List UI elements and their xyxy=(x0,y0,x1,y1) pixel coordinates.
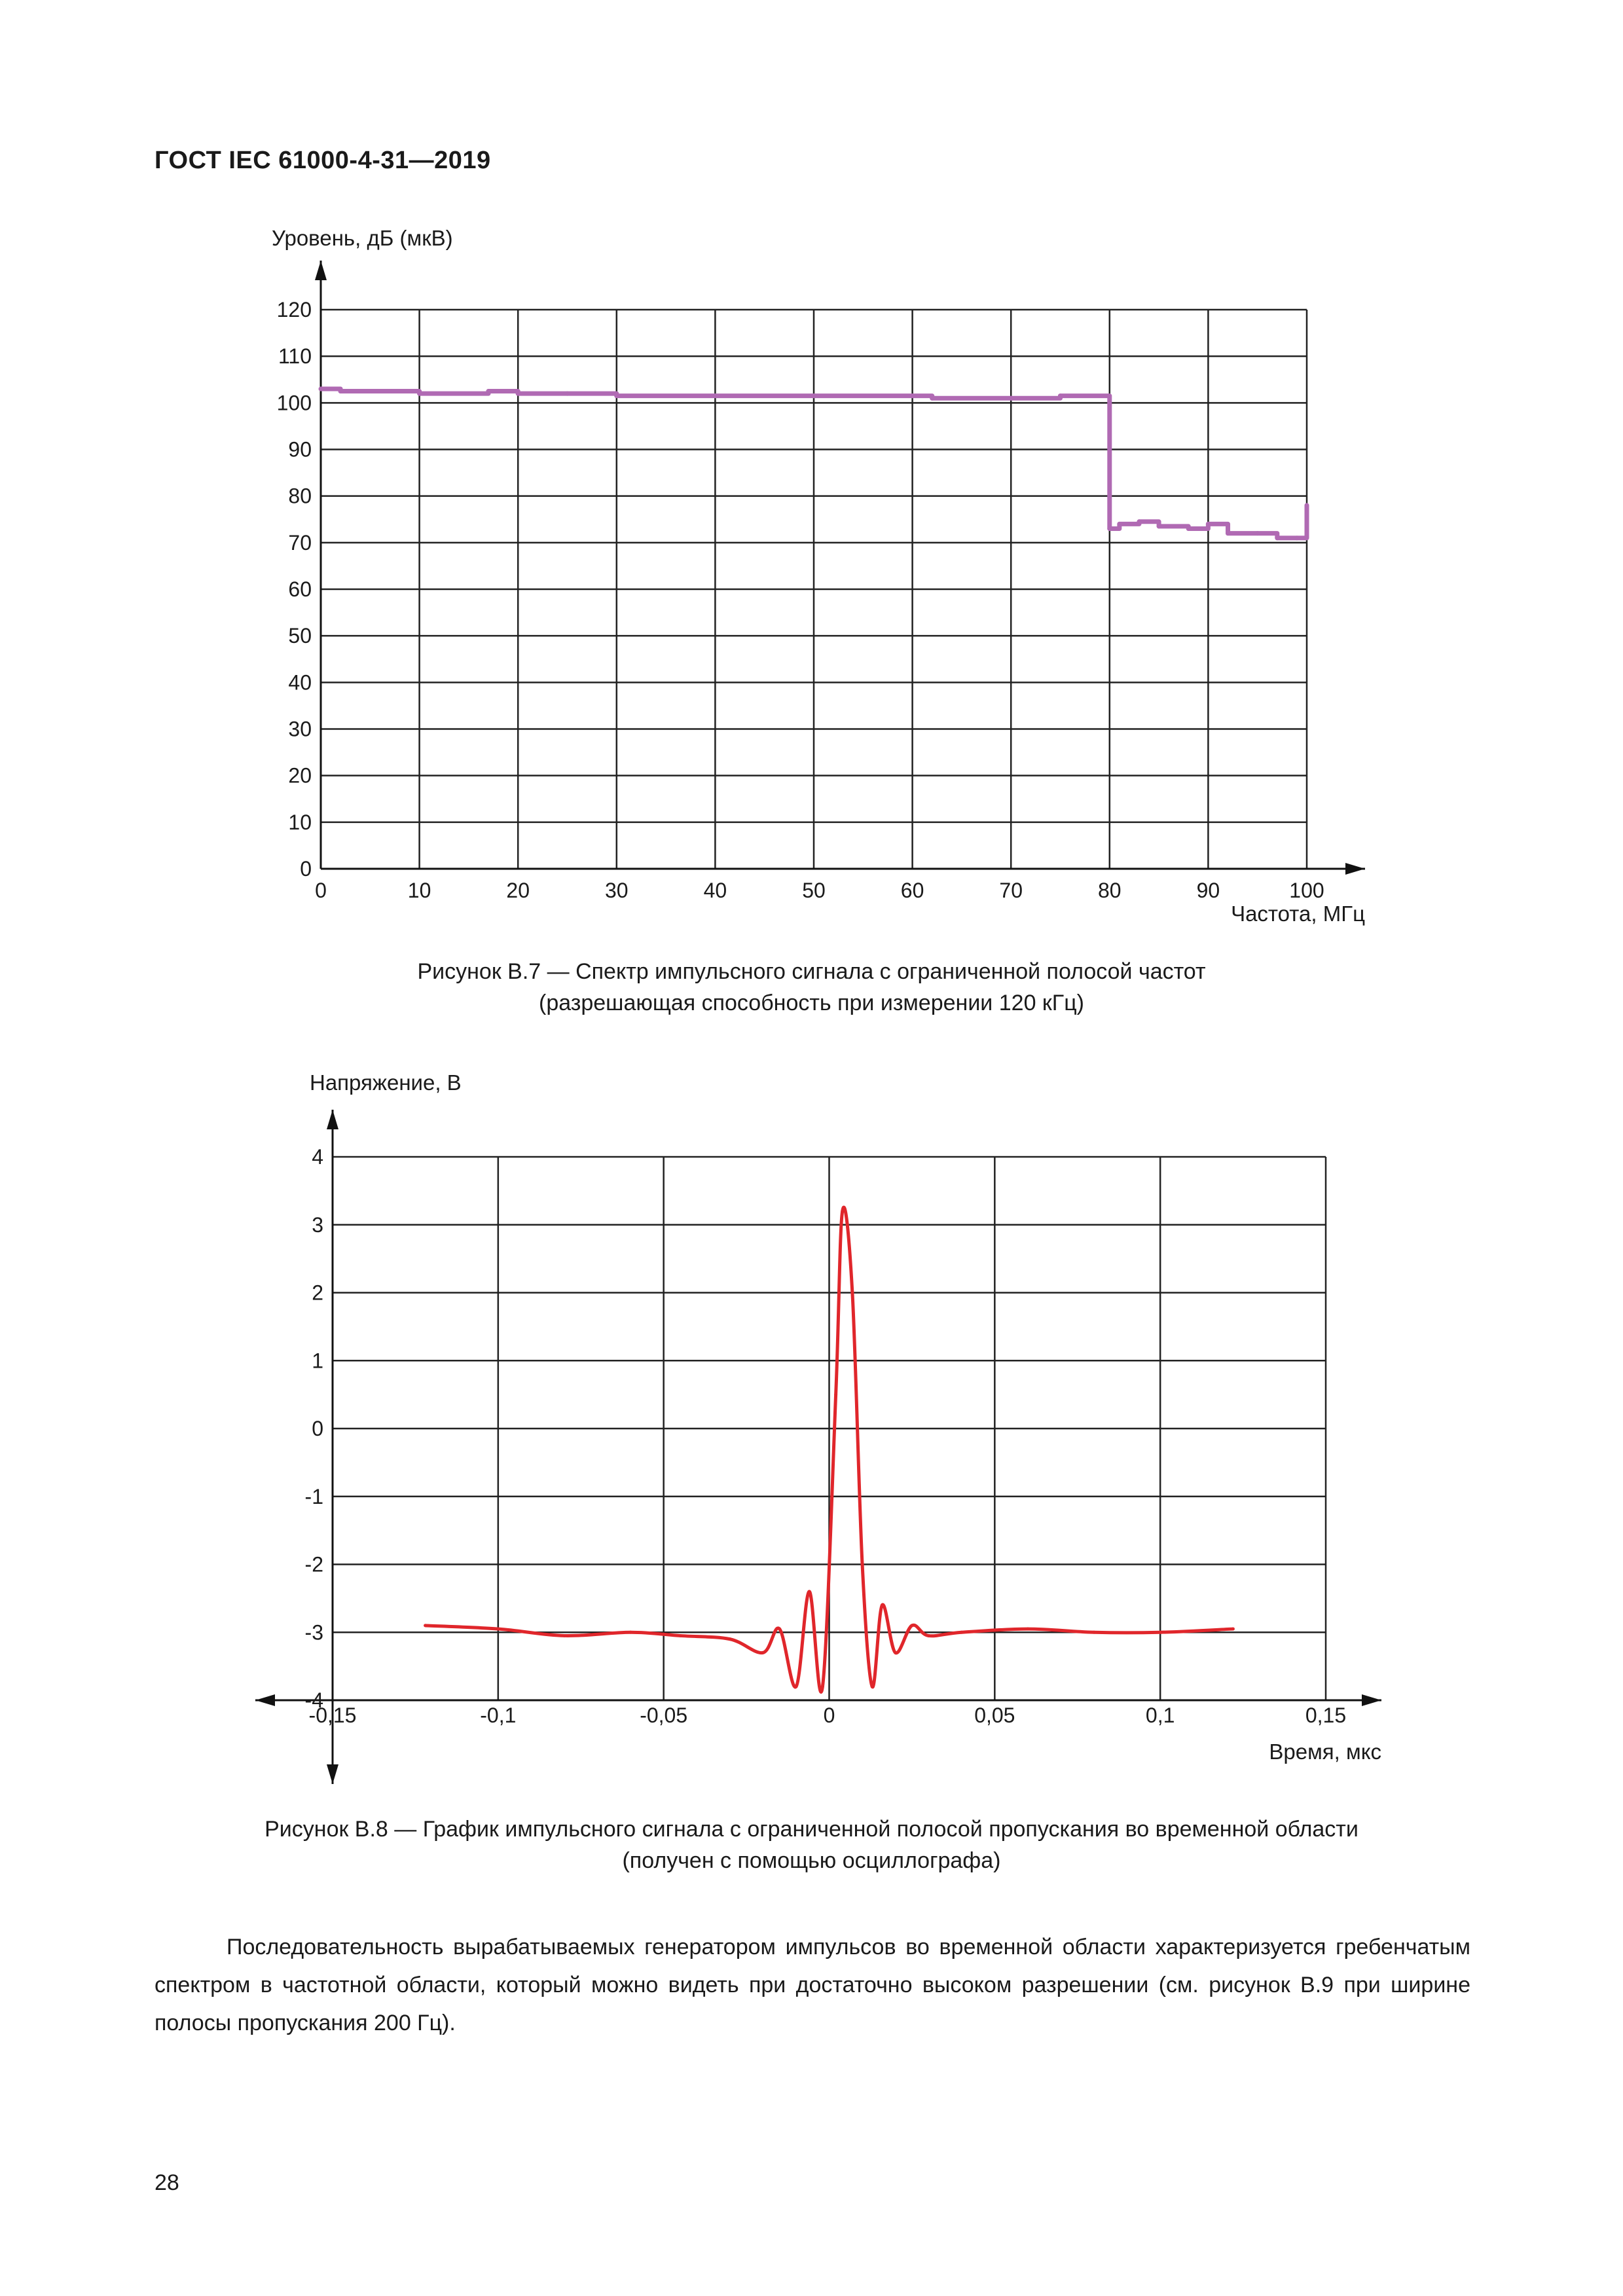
fig1-data-point xyxy=(1294,536,1299,540)
fig2-y-tick-label: -3 xyxy=(304,1620,323,1645)
fig2-y-tick-label: -4 xyxy=(304,1688,323,1712)
fig1-data-point xyxy=(1157,524,1161,528)
fig1-x-tick-label: 60 xyxy=(900,879,924,902)
fig1-data-point xyxy=(1186,526,1191,531)
fig1-x-axis-arrow xyxy=(1345,863,1365,875)
fig1-x-tick-label: 100 xyxy=(1289,879,1324,902)
spectrum-chart-x-axis-label: Частота, МГц xyxy=(1231,902,1365,926)
fig1-data-point xyxy=(1206,522,1211,526)
fig2-data-point xyxy=(910,1624,913,1627)
fig1-y-tick-label: 120 xyxy=(276,298,312,321)
fig2-data-point xyxy=(1159,1631,1162,1634)
fig2-data-point xyxy=(850,1291,854,1294)
fig1-data-point xyxy=(565,392,570,396)
fig1-y-tick-label: 40 xyxy=(288,670,312,695)
figure2-caption xyxy=(0,1813,1623,1876)
figure2-caption-line1: Рисунок В.8 — График импульсного сигнала с ограниченной полосой пропускания во временной области xyxy=(264,1817,1359,1842)
fig2-data-point xyxy=(728,1637,731,1641)
fig1-data-point xyxy=(388,389,392,393)
fig1-data-point xyxy=(910,393,915,398)
fig1-x-tick-label: 0 xyxy=(315,879,327,902)
fig2-data-point xyxy=(894,1651,897,1654)
fig1-y-tick-label: 30 xyxy=(288,717,312,741)
fig2-data-point xyxy=(778,1628,781,1631)
fig1-x-tick-label: 30 xyxy=(605,879,629,902)
fig2-data-point xyxy=(629,1631,632,1634)
fig2-y-tick-label: 0 xyxy=(312,1417,323,1440)
fig1-x-tick-label: 50 xyxy=(802,879,826,902)
fig1-data-point xyxy=(1255,531,1260,536)
fig1-y-tick-label: 60 xyxy=(288,577,312,601)
fig1-data-point xyxy=(486,389,491,393)
fig1-data-point xyxy=(930,396,934,401)
fig2-data-point xyxy=(834,1393,837,1396)
fig2-data-point xyxy=(841,1210,844,1213)
fig1-x-tick-label: 90 xyxy=(1196,879,1220,902)
fig2-y-tick-label: 2 xyxy=(312,1281,323,1305)
fig1-x-tick-label: 40 xyxy=(703,879,727,902)
fig2-y-tick-label: 4 xyxy=(312,1145,323,1169)
fig2-data-point xyxy=(960,1631,963,1634)
fig2-y-axis-arrow-down xyxy=(327,1764,338,1784)
oscillogram-chart-y-axis-label: Напряжение, В xyxy=(310,1070,462,1095)
fig2-y-tick-label: 3 xyxy=(312,1212,323,1237)
fig2-y-tick-label: 1 xyxy=(312,1349,323,1373)
fig1-data-point xyxy=(319,386,323,391)
fig2-data-point xyxy=(821,1685,824,1688)
fig1-y-tick-label: 100 xyxy=(276,391,312,415)
fig2-x-tick-label: 0,1 xyxy=(1145,1704,1175,1727)
fig1-y-tick-label: 20 xyxy=(288,763,312,788)
fig2-data-point xyxy=(794,1685,797,1688)
fig1-y-tick-label: 110 xyxy=(278,344,312,369)
spectrum-chart-y-axis-label: Уровень, дБ (мкВ) xyxy=(272,226,453,250)
fig1-y-axis-arrow xyxy=(315,261,327,280)
fig2-data-point xyxy=(678,1634,682,1637)
oscillogram-chart-x-axis-label: Время, мкс xyxy=(1269,1740,1381,1764)
fig1-data-point xyxy=(338,389,343,393)
fig1-y-tick-label: 70 xyxy=(288,530,312,555)
fig2-x-tick-label: -0,1 xyxy=(480,1704,517,1727)
figure1-caption xyxy=(0,956,1623,1019)
fig1-x-tick-label: 80 xyxy=(1098,879,1122,902)
fig1-data-point xyxy=(516,392,520,396)
fig1-y-tick-label: 50 xyxy=(288,624,312,648)
fig1-x-tick-label: 20 xyxy=(506,879,530,902)
fig2-x-tick-label: 0 xyxy=(823,1704,835,1727)
fig2-data-point xyxy=(496,1628,500,1631)
fig1-data-point xyxy=(1117,522,1122,526)
fig2-x-axis-arrow-left xyxy=(255,1694,275,1706)
fig1-y-tick-label: 80 xyxy=(288,484,312,508)
fig1-data-point xyxy=(1009,396,1013,401)
fig2-data-point xyxy=(871,1685,874,1688)
fig1-data-point xyxy=(1275,536,1279,540)
fig1-data-point xyxy=(812,393,816,398)
oscillogram-chart-grid xyxy=(333,1157,1326,1700)
fig2-y-tick-label: -1 xyxy=(304,1484,323,1508)
fig1-x-tick-label: 70 xyxy=(999,879,1023,902)
fig1-data-point xyxy=(1305,503,1309,507)
fig1-y-tick-label: 0 xyxy=(300,857,312,881)
fig2-data-point xyxy=(1231,1628,1235,1631)
fig1-data-point xyxy=(417,392,422,396)
body-text xyxy=(155,1928,1470,2042)
fig2-y-axis-arrow xyxy=(327,1110,338,1129)
fig1-x-tick-label: 10 xyxy=(407,879,431,902)
fig2-x-tick-label: 0,05 xyxy=(974,1704,1015,1727)
page-number: 28 xyxy=(155,2170,179,2195)
fig1-data-point xyxy=(1106,393,1111,398)
document-header-title: ГОСТ IEC 61000-4-31—2019 xyxy=(155,147,491,174)
fig2-data-point xyxy=(881,1603,884,1607)
fig1-y-tick-label: 10 xyxy=(288,810,312,834)
fig2-x-tick-label: 0,15 xyxy=(1305,1704,1347,1727)
fig2-data-point xyxy=(927,1634,930,1637)
figure1-caption-line2: (разрешающая способность при измерении 120 кГц) xyxy=(539,991,1084,1015)
body-paragraph: Последовательность вырабатываемых генератором импульсов во временной области характеризуется гребенчатым спектром в частотной области, который можно видеть при достаточно высоком разрешении (см. рисунок В.9 при ширине полосы пропускания 200 Гц). xyxy=(155,1935,1470,2035)
fig2-x-tick-label: -0,15 xyxy=(308,1704,357,1727)
fig1-data-point xyxy=(1226,531,1230,536)
fig2-x-tick-label: -0,05 xyxy=(640,1704,688,1727)
figure2-caption-line2: (получен с помощью осциллографа) xyxy=(622,1848,1001,1873)
fig1-data-point xyxy=(1137,519,1141,524)
fig2-x-axis-arrow xyxy=(1362,1694,1381,1706)
fig2-data-point xyxy=(861,1563,864,1566)
fig2-data-point xyxy=(424,1624,427,1627)
spectrum-chart xyxy=(0,216,1623,949)
fig2-data-point xyxy=(808,1590,811,1594)
fig2-data-point xyxy=(1093,1631,1096,1634)
fig1-y-tick-label: 90 xyxy=(288,437,312,462)
fig1-data-point xyxy=(1058,393,1063,398)
fig2-y-tick-label: -2 xyxy=(304,1552,323,1576)
figure1-caption-line1: Рисунок В.7 — Спектр импульсного сигнала с ограниченной полосой частот xyxy=(417,959,1206,984)
spectrum-chart-tick-labels xyxy=(277,298,1324,902)
fig2-data-point xyxy=(1026,1628,1029,1631)
oscillogram-chart xyxy=(0,1061,1623,1794)
fig2-data-point xyxy=(761,1651,765,1654)
fig2-data-point xyxy=(562,1634,566,1637)
fig1-data-point xyxy=(713,393,718,398)
fig1-data-point xyxy=(614,393,619,398)
fig1-data-point xyxy=(1107,526,1112,531)
